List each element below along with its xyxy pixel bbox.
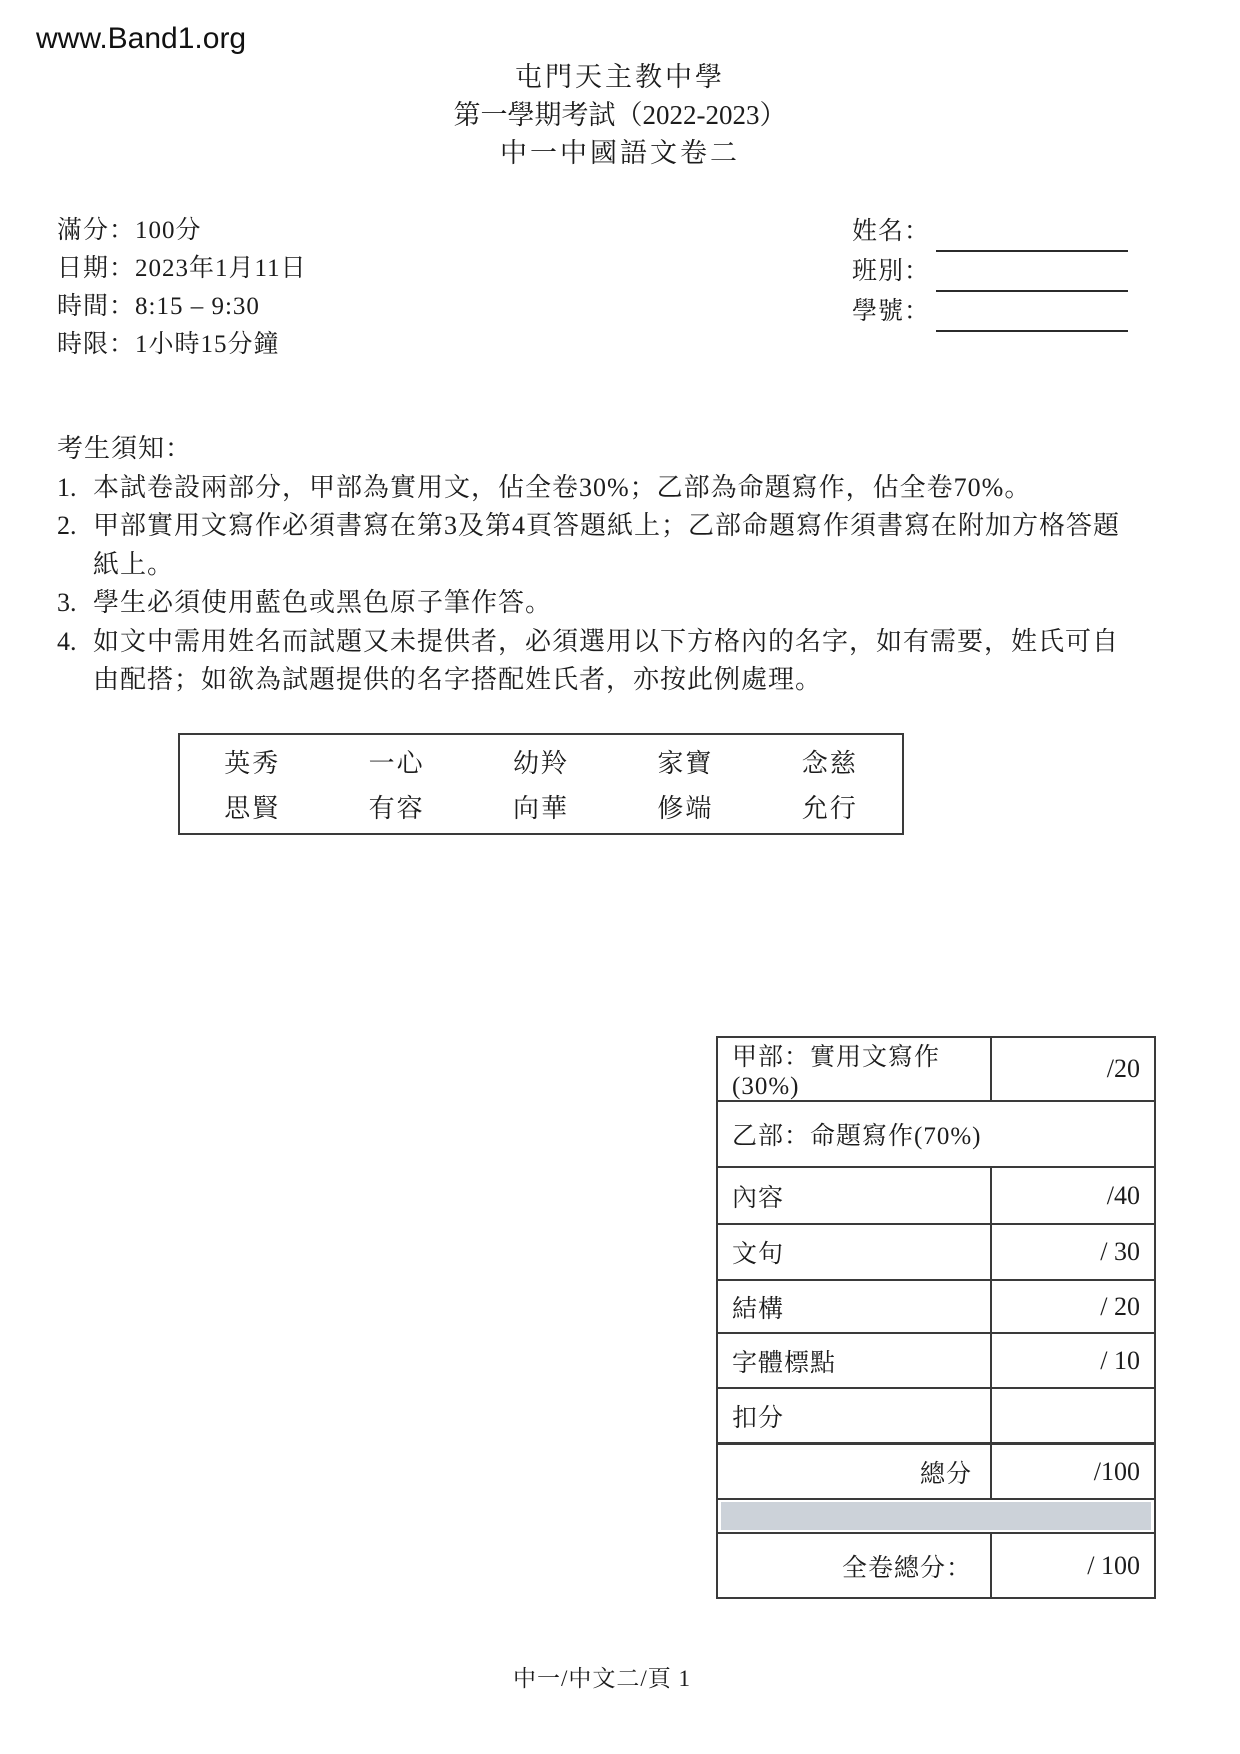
name-label: 姓名： bbox=[852, 218, 931, 245]
row-score-cell bbox=[990, 1389, 1154, 1442]
notice-item-text: 如文中需用姓名而試題又未提供者，必須選用以下方格內的名字，如有需要，姓氏可自由配搭；如欲為試題提供的名字搭配姓氏者，亦按此例處理。 bbox=[93, 626, 1120, 694]
table-row-section-b bbox=[718, 1100, 1154, 1166]
candidate-notice bbox=[57, 430, 1132, 700]
table-row-grand-total bbox=[718, 1532, 1154, 1597]
name-option: 允行 bbox=[801, 794, 858, 823]
notice-item-number: 3. bbox=[57, 588, 77, 617]
names-choice-box bbox=[178, 733, 904, 835]
title-block bbox=[0, 58, 1240, 172]
notice-item-text: 本試卷設兩部分，甲部為實用文，佔全卷30%；乙部為命題寫作，佔全卷70%。 bbox=[93, 472, 1032, 502]
notice-item-3 bbox=[57, 584, 1132, 623]
name-option: 念慈 bbox=[801, 749, 858, 778]
exam-info-block bbox=[57, 212, 307, 364]
row-label: 扣分 bbox=[732, 1404, 785, 1432]
row-label: 甲部：實用文寫作(30%) bbox=[732, 1044, 941, 1100]
page-footer: 中一/中文二/頁 1 bbox=[512, 1666, 692, 1691]
row-label: 內容 bbox=[732, 1184, 785, 1212]
notice-title: 考生須知： bbox=[57, 434, 193, 463]
name-option: 一心 bbox=[368, 749, 425, 778]
name-option: 向華 bbox=[513, 794, 570, 823]
table-row-content bbox=[718, 1166, 1154, 1223]
table-row-handwriting-punctuation bbox=[718, 1332, 1154, 1387]
notice-item-4 bbox=[57, 623, 1132, 700]
row-score-cell: / 10 bbox=[990, 1334, 1154, 1387]
notice-item-text: 甲部實用文寫作必須書寫在第3及第4頁答題紙上；乙部命題寫作須書寫在附加方格答題紙上。 bbox=[93, 511, 1121, 579]
table-row-deduction bbox=[718, 1387, 1154, 1442]
row-score-cell: /20 bbox=[990, 1038, 1154, 1100]
row-label: 結構 bbox=[732, 1295, 785, 1323]
notice-item-2 bbox=[57, 507, 1132, 584]
duration-line: 時限：1小時15分鐘 bbox=[57, 331, 280, 358]
row-label: 字體標點 bbox=[732, 1349, 837, 1377]
shaded-band bbox=[721, 1502, 1151, 1530]
name-option: 幼羚 bbox=[513, 749, 570, 778]
table-row-subtotal bbox=[718, 1442, 1154, 1498]
exam-title: 第一學期考試（2022-2023） bbox=[453, 100, 787, 130]
watermark: www.Band1.org bbox=[36, 22, 247, 55]
row-score-cell: / 20 bbox=[990, 1281, 1154, 1332]
notice-item-1 bbox=[57, 469, 1132, 508]
school-name: 屯門天主教中學 bbox=[515, 62, 725, 92]
row-label: 文句 bbox=[732, 1241, 785, 1268]
notice-item-number: 2. bbox=[57, 511, 77, 540]
full-marks-line: 滿分：100分 bbox=[57, 217, 202, 244]
name-option: 家寶 bbox=[657, 749, 714, 778]
name-option: 有容 bbox=[368, 794, 425, 823]
student-info-block bbox=[852, 212, 1128, 332]
notice-item-number: 4. bbox=[57, 626, 77, 656]
class-blank-line bbox=[936, 260, 1128, 292]
notice-item-text: 學生必須使用藍色或黑色原子筆作答。 bbox=[93, 588, 553, 617]
class-field bbox=[852, 252, 1128, 292]
table-row-section-a bbox=[718, 1038, 1154, 1100]
student-number-field bbox=[852, 292, 1128, 332]
row-score-cell: /100 bbox=[990, 1445, 1154, 1498]
class-label: 班別： bbox=[852, 258, 931, 285]
notice-item-number: 1. bbox=[57, 472, 77, 502]
row-score-cell: / 100 bbox=[990, 1534, 1154, 1597]
student-number-label: 學號： bbox=[852, 298, 931, 325]
name-option: 思賢 bbox=[224, 794, 281, 823]
name-option: 修端 bbox=[657, 794, 714, 823]
row-label: 乙部：命題寫作(70%) bbox=[732, 1123, 982, 1150]
time-line: 時間：8:15 – 9:30 bbox=[57, 293, 260, 320]
name-option: 英秀 bbox=[224, 749, 281, 778]
names-row bbox=[180, 788, 902, 825]
row-score-cell: / 30 bbox=[990, 1225, 1154, 1279]
student-number-blank-line bbox=[936, 300, 1128, 332]
marking-scheme-table bbox=[716, 1036, 1156, 1599]
date-line: 日期：2023年1月11日 bbox=[57, 255, 307, 282]
row-label: 全卷總分： bbox=[841, 1554, 972, 1582]
table-row-structure bbox=[718, 1279, 1154, 1332]
paper-title: 中一中國語文卷二 bbox=[500, 138, 740, 168]
row-label: 總分 bbox=[919, 1460, 972, 1488]
name-field bbox=[852, 212, 1128, 252]
table-row-sentences bbox=[718, 1223, 1154, 1279]
names-row bbox=[180, 743, 902, 780]
row-score-cell: /40 bbox=[990, 1168, 1154, 1223]
name-blank-line bbox=[936, 220, 1128, 252]
table-row-shaded-divider bbox=[718, 1498, 1154, 1532]
